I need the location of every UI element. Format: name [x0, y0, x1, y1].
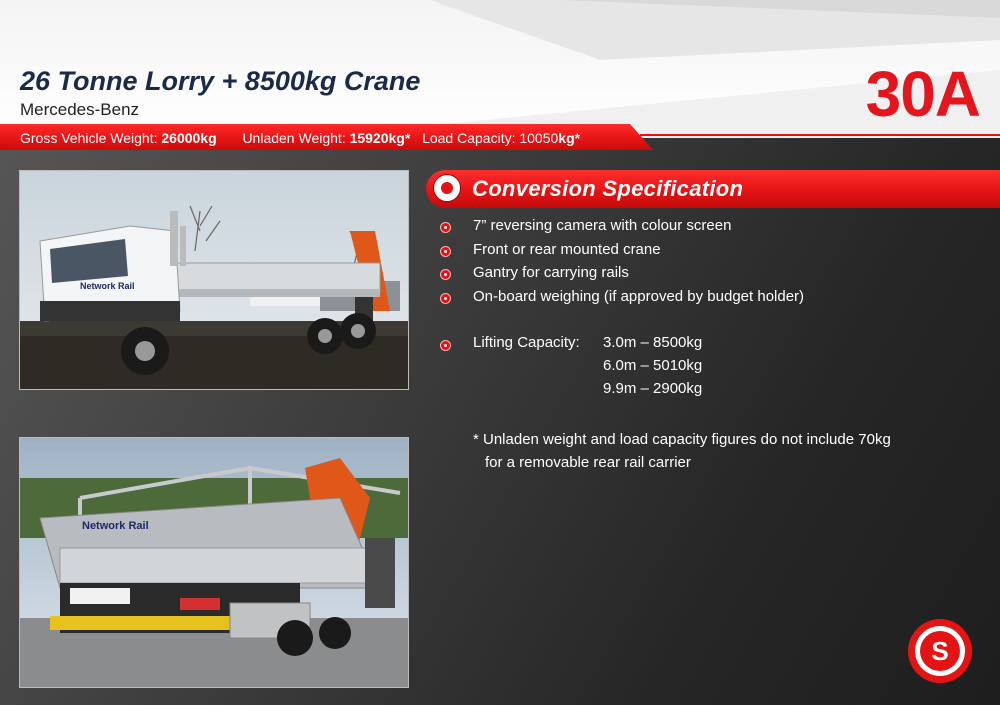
red-circle-bullet-icon	[440, 293, 451, 304]
spec-title: Conversion Specification	[472, 176, 744, 201]
page-title: 26 Tonne Lorry + 8500kg Crane	[20, 66, 421, 96]
red-circle-bullet-icon	[440, 269, 451, 280]
load-label: Load Capacity: 10050	[422, 130, 559, 146]
vehicle-code: 30A	[865, 58, 980, 130]
s-roundel-logo-icon	[907, 618, 973, 684]
spec-item: 7” reversing camera with colour screen	[440, 216, 804, 240]
footnote-line-2: for a removable rear rail carrier	[485, 454, 691, 471]
spec-item: Gantry for carrying rails	[440, 263, 804, 287]
lifting-row: 9.9m – 2900kg	[603, 380, 703, 397]
red-circle-bullet-icon	[440, 340, 451, 351]
weights-text	[20, 130, 580, 146]
unladen-value: 15920kg*	[349, 130, 411, 146]
spec-item: On-board weighing (if approved by budget holder)	[440, 287, 804, 311]
spec-header	[426, 170, 1000, 208]
lorry-rear-photo	[19, 437, 409, 688]
gvw-value: 26000kg	[161, 130, 217, 146]
red-circle-bullet-icon	[440, 246, 451, 257]
lorry-side-photo	[19, 170, 409, 390]
lifting-row: 6.0m – 5010kg	[603, 357, 703, 374]
svg-text:S: S	[931, 636, 949, 666]
header	[0, 0, 1000, 138]
gvw-label: Gross Vehicle Weight:	[20, 130, 158, 146]
spec-header-bullet-icon	[434, 175, 460, 201]
photo1-logo-text: Network Rail	[80, 281, 135, 291]
spec-item: Front or rear mounted crane	[440, 240, 804, 264]
footnote-line-1: * Unladen weight and load capacity figures do not include 70kg	[473, 431, 891, 448]
load-unit: kg*	[558, 130, 581, 146]
spec-list	[440, 216, 804, 310]
page-subtitle: Mercedes-Benz	[20, 100, 140, 119]
weights-bar-line	[640, 134, 1000, 136]
lifting-label: Lifting Capacity:	[473, 334, 580, 351]
footnote	[473, 428, 891, 474]
red-circle-bullet-icon	[440, 222, 451, 233]
lifting-row: 3.0m – 8500kg	[603, 334, 703, 351]
photo2-logo-text: Network Rail	[82, 520, 149, 532]
unladen-label: Unladen Weight:	[242, 130, 346, 146]
